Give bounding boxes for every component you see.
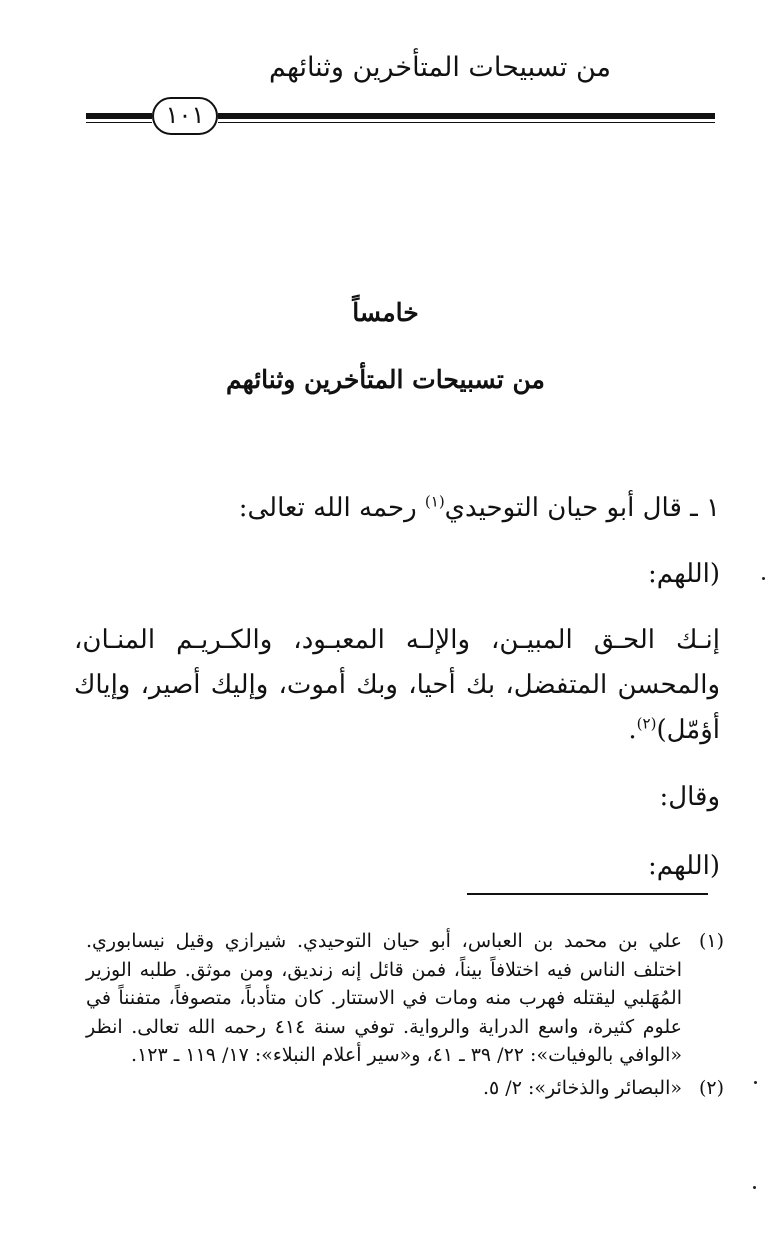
section-title: من تسبيحات المتأخرين وثنائهم <box>226 365 545 394</box>
footnote-separator <box>467 893 708 895</box>
scan-speck <box>762 577 765 580</box>
scan-speck <box>753 1186 756 1189</box>
main-text <box>74 486 720 889</box>
item-intro-text: ١ ـ قال أبو حيان التوحيدي <box>444 493 720 523</box>
page-number: ١٠١ <box>152 97 218 135</box>
supplication-opening: (اللهم: <box>648 559 720 589</box>
header-rule-right-thin <box>218 122 715 123</box>
supplication-text <box>74 618 720 753</box>
footnote-number: (٢) <box>698 1076 724 1099</box>
footnote-ref-1[interactable]: (١) <box>424 492 445 511</box>
footnote-text: علي بن محمد بن العباس، أبو حيان التوحيدي. شيرازي وقيل نيسابوري. اختلف الناس فيه اختلافاً بيناً، فمن قائل إنه زنديق، ومن موثق. طلبه الوزير المُهَلبي ليقتله فهرب منه ومات في الاستتار. كان متأدباً، متصوفاً، متفنناً في علوم كثيرة، واسع الدراية والرواية. توفي سنة ٤١٤ رحمه الله تعالى. انظر «الوافي بالوفيات»: ٢٢/ ٣٩ ـ ٤١، و«سير أعلام النبلاء»: ١٧/ ١١٩ ـ ١٢٣. <box>86 930 682 1066</box>
header-rule-left <box>86 113 152 119</box>
footnote-text: «البصائر والذخائر»: ٢/ ٥. <box>482 1076 682 1099</box>
supplication-opening-2: (اللهم: <box>648 851 720 881</box>
footnotes <box>86 927 724 1106</box>
footnote-number: (١) <box>698 930 724 952</box>
item-intro-text-end: رحمه الله تعالى: <box>238 493 425 523</box>
item-intro <box>74 486 720 531</box>
footnote-item <box>86 927 724 1070</box>
scan-speck <box>754 1081 757 1084</box>
running-header-title: من تسبيحات المتأخرين وثنائهم <box>269 52 611 83</box>
header-rule-right <box>218 113 715 119</box>
supplication-period: . <box>628 715 637 745</box>
section-label: خامساً <box>352 298 419 327</box>
footnote-ref-2[interactable]: (٢) <box>636 714 657 733</box>
header-rule-left-thin <box>86 122 152 123</box>
supplication-body: إنـك الحـق المبيـن، والإلـه المعبـود، والكـريـم المنـان، والمحسن المتفضل، بك أحيا، وبك أموت، وإليك أصير، وإياك أؤمّل) <box>74 625 720 745</box>
footnote-item <box>86 1074 724 1103</box>
qal-line: وقال: <box>659 782 720 812</box>
